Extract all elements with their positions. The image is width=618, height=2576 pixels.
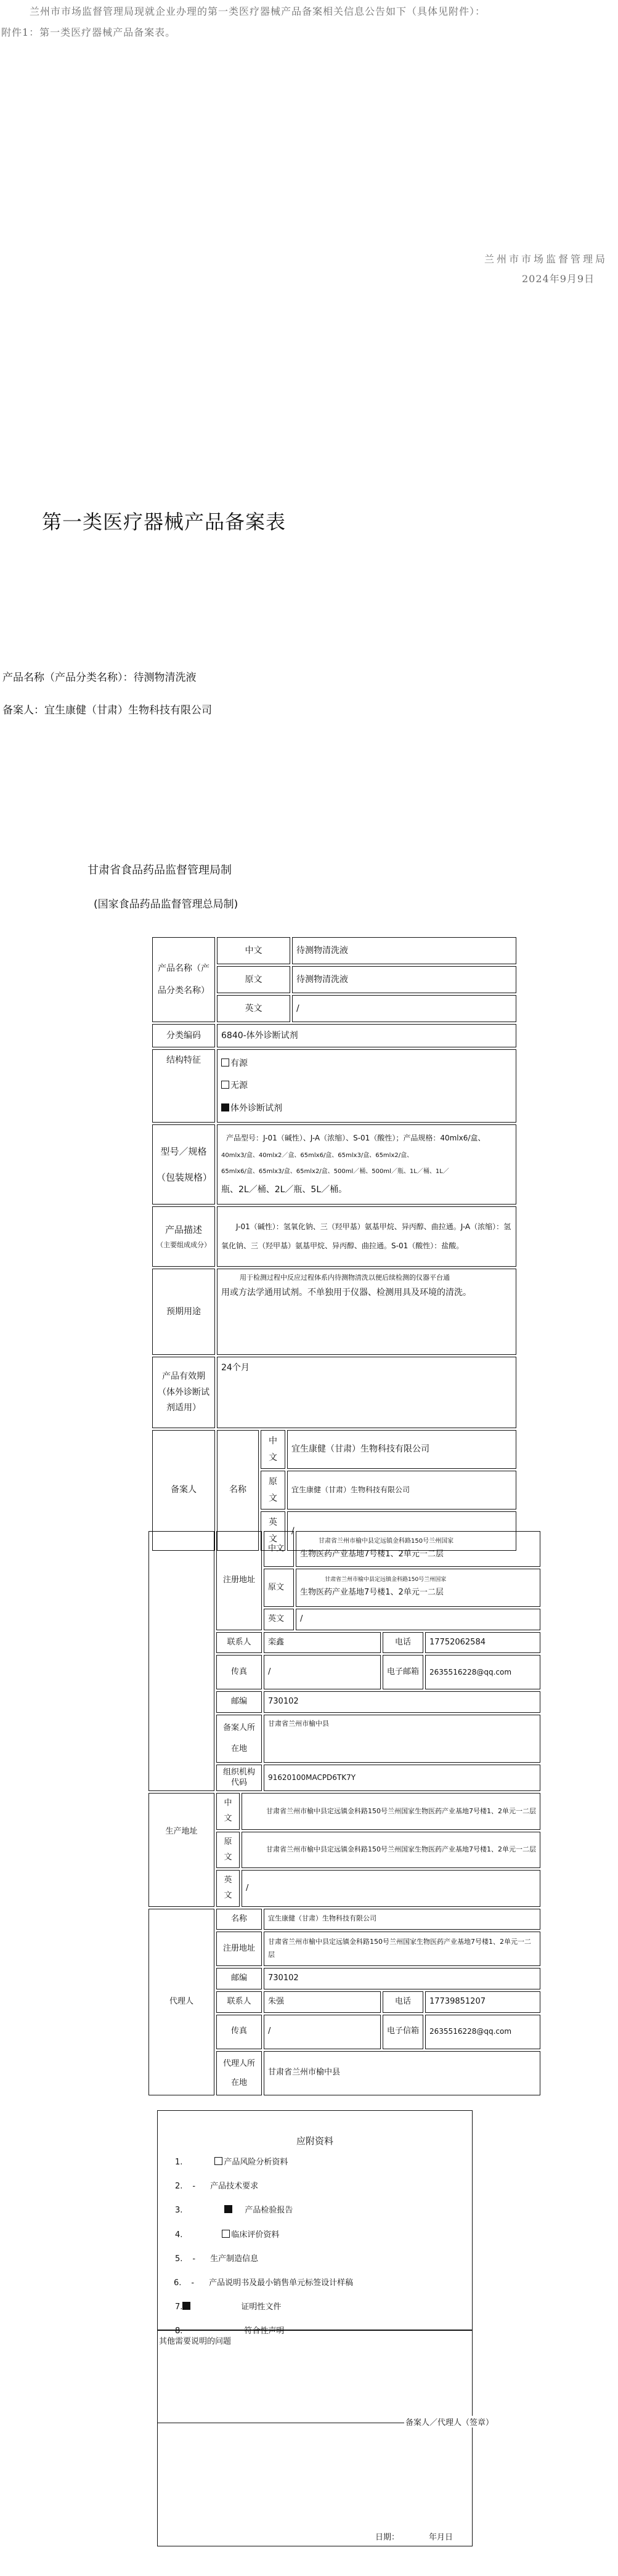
product-name-cn: 待测物清洗液 xyxy=(292,937,516,964)
contact-label: 联系人 xyxy=(216,1632,262,1654)
attachment-item: 2. - 产品技术要求 xyxy=(175,2182,259,2191)
production-address-label: 生产地址 xyxy=(148,1793,214,1906)
attachment-item: 6. - 产品说明书及最小销售单元标签设计样稿 xyxy=(174,2278,354,2288)
attachments-box xyxy=(157,2110,473,2336)
production-address-orig: 甘肃省兰州市榆中县定远镇金科路150号兰州国家生物医药产业基地7号楼1、2单元一二层 xyxy=(242,1832,540,1868)
filer-name-label: 名称 xyxy=(217,1430,259,1551)
checkbox-checked-icon[interactable] xyxy=(182,2302,190,2310)
authority: 甘肃省食品药品监督管理局制 xyxy=(87,864,232,877)
production-address-cn: 甘肃省兰州市榆中县定远镇金科路150号兰州国家生物医药产业基地7号楼1、2单元一二层 xyxy=(242,1793,540,1829)
document-title: 第一类医疗器械产品备案表 xyxy=(42,510,287,534)
agent-name-label: 名称 xyxy=(216,1909,262,1930)
attachment-item: 1. 产品风险分析资料 xyxy=(175,2158,288,2167)
intended-use-label: 预期用途 xyxy=(152,1269,215,1355)
lang-en-label: 英文 xyxy=(261,1511,285,1550)
checkbox-icon[interactable] xyxy=(221,1058,229,1067)
email-label: 电子邮箱 xyxy=(383,1655,423,1689)
agent-location: 甘肃省兰州市榆中县 xyxy=(264,2051,540,2095)
date-suffix: 年月日 xyxy=(429,2533,453,2542)
description-text: J-01（碱性）：氢氧化钠、三（羟甲基）氨基甲烷、异丙醇、曲拉通。J-A（浓缩）：氢氧化钠、三（羟甲基）氨基甲烷、异丙醇、曲拉通。S-01（酸性）：盐酸。 xyxy=(217,1206,516,1267)
lang-cn-label: 中文 xyxy=(261,1430,285,1469)
issuer: 兰州市市场监督管理局 xyxy=(484,253,608,265)
model-label: 型号／规格 （包装规格） xyxy=(152,1124,215,1205)
production-address-en: / xyxy=(242,1870,540,1906)
intended-use: 用于检测过程中反应过程体系内待测物清洗以便后续检测的仪器平台通 用或方法学通用试剂。不单独用于仪器、检测用具及环境的清洗。 xyxy=(217,1269,516,1355)
product-name-orig: 待测物清洗液 xyxy=(292,966,516,993)
attachment-item: 8. 符合性声明 xyxy=(175,2326,285,2336)
agent-contact: 朱强 xyxy=(264,1991,381,2013)
product-name-line: 产品名称（产品分类名称）：待测物清洗液 xyxy=(2,672,197,684)
filer-name-cn: 宜生康健（甘肃）生物科技有限公司 xyxy=(287,1430,516,1469)
fax: / xyxy=(264,1655,381,1689)
agent-contact-label: 联系人 xyxy=(216,1991,262,2013)
location-label: 备案人所在地 xyxy=(216,1715,262,1763)
structure-option-passive[interactable]: 无源 xyxy=(221,1075,512,1097)
agent-email-label: 电子信箱 xyxy=(383,2015,423,2049)
notice-attachment: 附件1：第一类医疗器械产品备案表。 xyxy=(1,26,176,38)
class-code: 6840-体外诊断试剂 xyxy=(217,1024,516,1047)
filing-form-product xyxy=(150,935,518,1430)
location: 甘肃省兰州市榆中县 xyxy=(264,1715,540,1763)
checkbox-checked-icon[interactable] xyxy=(221,1103,229,1111)
filer-name-en: / xyxy=(287,1511,516,1550)
lang-orig-label: 原文 xyxy=(217,966,290,993)
signature-label: 备案人／代理人（签章） xyxy=(404,2416,495,2428)
structure-label: 结构特征 xyxy=(152,1049,215,1123)
description-label: 产品描述 （主要组成成分） xyxy=(152,1206,215,1267)
date-label: 日期： xyxy=(375,2533,400,2542)
agent-reg-address-label: 注册地址 xyxy=(216,1932,262,1966)
contact: 栾鑫 xyxy=(264,1632,381,1654)
attachment-item: 7. 证明性文件 xyxy=(175,2302,282,2312)
lang-orig-label: 原文 xyxy=(216,1832,240,1868)
attachment-item: 3. 产品检验报告 xyxy=(175,2206,293,2215)
reg-address-en: / xyxy=(296,1609,540,1630)
model-spec: 产品型号：J-01（碱性）、J-A（浓缩）、S-01（酸性）；产品规格：40mlx6/盒、 40mlx3/盒、40mlx2／盒、65mlx6/盒、65mlx3/盒、65mlx2/盒、 65mlx6/盒、65mlx3/盒、65mlx2/盒、500ml／桶、500ml／瓶、1L／桶、1L／ 瓶、2L／桶、2L／瓶、5L／桶。 xyxy=(217,1124,516,1205)
lang-en-label: 英文 xyxy=(264,1609,294,1630)
agent-zip: 730102 xyxy=(264,1968,540,1989)
lang-en-label: 英文 xyxy=(217,995,290,1022)
product-name-en: / xyxy=(292,995,516,1022)
lang-orig-label: 原文 xyxy=(264,1569,294,1607)
email: 2635516228@qq.com xyxy=(425,1655,540,1689)
reg-address-orig: 甘肃省兰州市榆中县定远镇金科路150号兰州国家 生物医药产业基地7号楼1、2单元一二层 xyxy=(296,1569,540,1607)
issue-date: 2024年9月9日 xyxy=(522,273,595,285)
filer-name-orig: 宜生康健（甘肃）生物科技有限公司 xyxy=(287,1471,516,1509)
agent-reg-address: 甘肃省兰州市榆中县定远镇金科路150号兰州国家生物医药产业基地7号楼1、2单元一二层 xyxy=(264,1932,540,1966)
filer-block xyxy=(148,1531,214,1791)
reg-address-cn: 甘肃省兰州市榆中县定远镇金科路150号兰州国家 生物医药产业基地7号楼1、2单元一二层 xyxy=(296,1531,540,1567)
reg-address-label: 注册地址 xyxy=(216,1531,262,1630)
checkbox-icon[interactable] xyxy=(214,2157,222,2165)
authority-sub: (国家食品药品监督管理总局制) xyxy=(94,898,238,911)
checkbox-icon[interactable] xyxy=(222,2230,230,2238)
lang-cn-label: 中文 xyxy=(217,937,290,964)
agent-location-label: 代理人所在地 xyxy=(216,2051,262,2095)
phone: 17752062584 xyxy=(425,1632,540,1654)
validity-label: 产品有效期（体外诊断试剂适用） xyxy=(152,1357,215,1428)
checkbox-checked-icon[interactable] xyxy=(224,2205,232,2213)
attachments-title: 应附资料 xyxy=(296,2135,333,2147)
validity: 24个月 xyxy=(217,1357,516,1428)
signature-box xyxy=(157,2418,494,2546)
agent-label: 代理人 xyxy=(148,1909,214,2095)
attachment-item: 4. 临床评价资料 xyxy=(175,2230,280,2240)
other-notes-box xyxy=(157,2330,473,2423)
agent-phone: 17739851207 xyxy=(425,1991,540,2013)
org-code-label: 组织机构代码 xyxy=(216,1765,262,1792)
org-code: 91620100MACPD6TK7Y xyxy=(264,1765,540,1792)
lang-en-label: 英文 xyxy=(216,1870,240,1906)
fax-label: 传真 xyxy=(216,1655,262,1689)
zip-label: 邮编 xyxy=(216,1691,262,1713)
other-notes-label: 其他需要说明的问题 xyxy=(159,2337,232,2346)
filing-form-contact xyxy=(147,1529,542,2097)
checkbox-icon[interactable] xyxy=(221,1081,229,1089)
filer-label: 备案人 xyxy=(152,1430,215,1551)
agent-phone-label: 电话 xyxy=(383,1991,423,2013)
attachment-item: 5. - 生产制造信息 xyxy=(175,2254,259,2264)
agent-email: 2635516228@qq.com xyxy=(425,2015,540,2049)
filer-line: 备案人：宜生康健（甘肃）生物科技有限公司 xyxy=(2,704,212,717)
structure-option-ivd[interactable]: 体外诊断试剂 xyxy=(221,1097,512,1119)
phone-label: 电话 xyxy=(383,1632,423,1654)
agent-name: 宜生康健（甘肃）生物科技有限公司 xyxy=(264,1909,540,1930)
agent-fax-label: 传真 xyxy=(216,2015,262,2049)
agent-fax: / xyxy=(264,2015,381,2049)
lang-orig-label: 原文 xyxy=(261,1471,285,1509)
class-code-label: 分类编码 xyxy=(152,1024,215,1047)
lang-cn-label: 中文 xyxy=(264,1531,294,1567)
zip: 730102 xyxy=(264,1691,540,1713)
agent-zip-label: 邮编 xyxy=(216,1968,262,1989)
lang-cn-label: 中文 xyxy=(216,1793,240,1829)
structure-option-active[interactable]: 有源 xyxy=(221,1052,512,1075)
structure-options xyxy=(217,1049,516,1123)
product-name-label: 产品名称（产品分类名称） xyxy=(152,937,215,1022)
notice-intro: 兰州市市场监督管理局现就企业办理的第一类医疗器械产品备案相关信息公告如下（具体见附件）： xyxy=(30,6,486,17)
